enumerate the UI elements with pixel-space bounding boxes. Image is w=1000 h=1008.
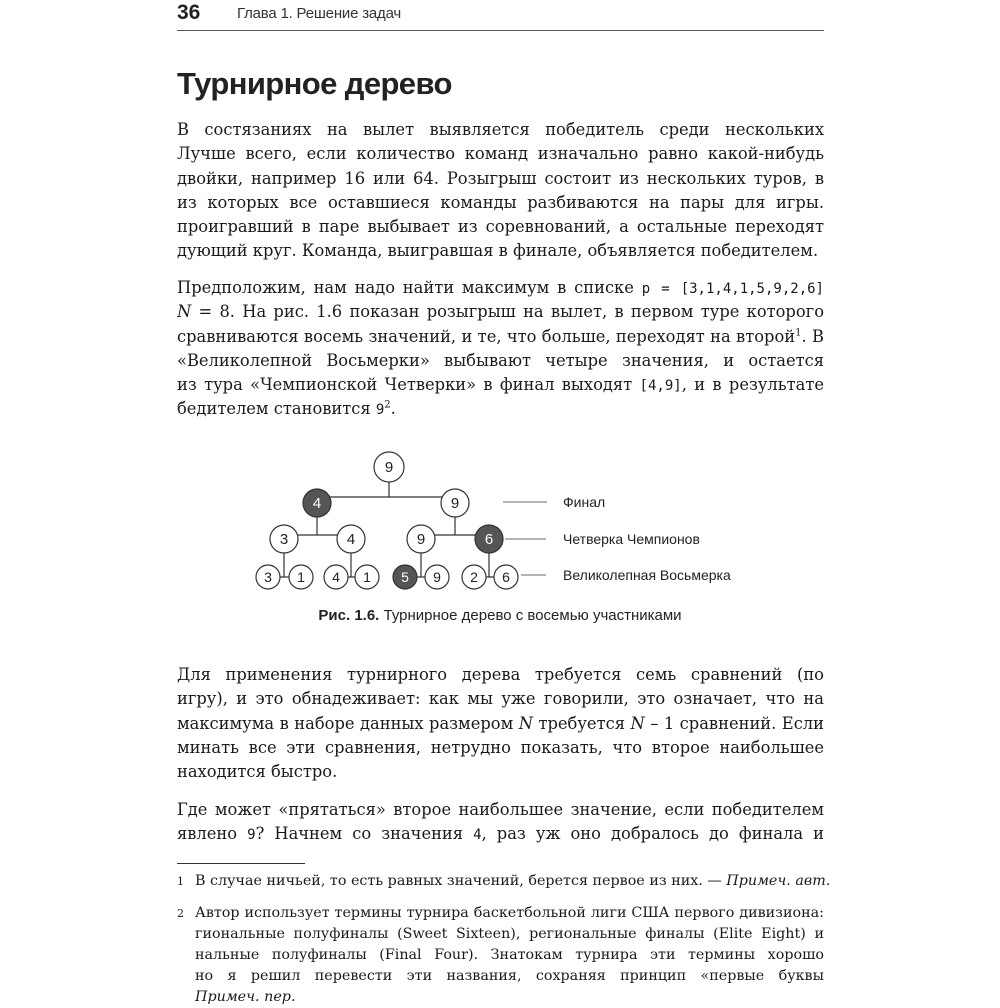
text-line: Автор использует термины турнира баскетбольной лиги США первого дивизиона: [195,905,824,921]
text-line: но я решил перевести эти названия, сохраняя принцип «первые буквы [195,968,824,984]
quarterfinal-node [337,525,365,553]
text-line: Лучше всего, если количество команд изначально равно какой-нибудь [177,144,824,164]
inline-code: p = [3,1,4,1,5,9,2,6] [641,281,824,297]
footnote-ref: 2 [384,400,391,412]
label-final: Финал [563,494,606,510]
text-line: двойки, например 16 или 64. Розыгрыш состоит из нескольких туров, в [177,168,824,188]
inline-code: 9 [247,827,256,844]
text-line: N = 8. На рис. 1.6 показан розыгрыш на вылет, в первом туре которого [177,302,824,322]
text-line: явлено 9? Начнем со значения 4, раз уж оно добралось до финала и [177,824,824,844]
text-line: Где может «прятаться» второе наибольшее значение, если победителем [177,800,824,819]
chapter-title: Глава 1. Решение задач [237,5,401,22]
label-semifinal: Четверка Чемпионов [563,531,700,547]
page-number: 36 [177,1,201,24]
footnote-separator [177,863,305,864]
text-line: из тура «Чемпионской Четверки» в финал выходят [4,9], и в результате [177,375,824,395]
text-line: максимума в наборе данных размером N требуется N – 1 сравнений. Если [177,713,824,733]
text-line: сравниваются восемь значений, и те, что больше, переходят на второй$^1$. В [177,326,824,346]
text-line: Примеч. пер. [195,989,296,1005]
text-line: минать все эти сравнения, нетрудно показать, что второе наибольшее [177,737,824,757]
section-title: Турнирное дерево [177,66,452,101]
node-value: 4 [332,569,340,585]
leaf-node [324,565,348,589]
leaf-node [462,565,486,589]
node-value: 4 [312,495,322,512]
text-line: Для применения турнирного дерева требуется семь сравнений (по [177,665,824,684]
semifinal-node [441,489,469,517]
final-node [374,452,404,482]
leaf-node [355,565,379,589]
leaf-node [289,565,313,589]
figure-caption: Рис. 1.6. Турнирное дерево с восемью участниками [318,607,682,624]
node-value: 3 [264,569,272,585]
text-line: нальные полуфиналы (Final Four). Знатокам турнира эти термины хорошо [195,947,824,963]
text-line: В случае ничьей, то есть равных значений, берется первое из них. — Примеч. авт. [195,873,831,889]
footnote-number: 2 [177,907,184,920]
text-line: из которых все оставшиеся команды разбиваются на пары для игры. [177,192,824,212]
node-value: 9 [450,495,460,512]
node-value: 9 [384,459,394,476]
paragraph-analysis [177,663,824,784]
inline-code: 9 [375,402,385,419]
node-value: 4 [346,531,356,548]
inline-code: [4,9] [639,378,682,395]
leaf-node [256,565,280,589]
text-line: В состязаниях на вылет выявляется победитель среди нескольких [177,120,824,139]
node-value: 6 [484,531,494,548]
node-value: 1 [363,569,371,585]
quarterfinal-node [475,525,503,553]
node-value: 5 [401,569,409,585]
running-header [177,0,824,31]
text-line: бедителем становится $9^2$. [177,399,396,419]
text-line: «Великолепной Восьмерки» выбывают четыре значения, и остается [177,350,824,370]
text-line: находится быстро. [177,762,338,782]
quarterfinal-node [407,525,435,553]
node-value: 9 [433,569,441,585]
node-value: 9 [416,531,426,548]
node-value: 1 [297,569,305,585]
label-quarterfinal: Великолепная Восьмерка [563,567,731,583]
footnote-2 [177,903,824,1008]
node-value: 6 [502,569,510,585]
leaf-node [393,565,417,589]
paragraph-question [177,798,824,847]
text-line: Предположим, нам надо найти максимум в списке p = [3,1,4,1,5,9,2,6] [177,278,824,297]
tournament-tree-figure [250,450,750,595]
footnote-1 [177,871,831,892]
text-line: дующий круг. Команда, выигравшая в финале, объявляется победителем. [177,241,819,261]
text-line: гиональные полуфиналы (Sweet Sixteen), региональные финалы (Elite Eight) и [195,926,824,942]
text-line: игру), и это обнадеживает: как мы уже говорили, это означает, что на [177,689,824,709]
quarterfinal-node [270,525,298,553]
node-value: 2 [470,569,478,585]
semifinal-node [303,489,331,517]
node-value: 3 [279,531,289,548]
paragraph-example [177,276,824,422]
inline-code: 4 [473,827,482,844]
footnote-ref: 1 [795,327,802,339]
text-line: проигравший в паре выбывает из соревнований, а остальные переходят [177,217,824,237]
leaf-node [494,565,518,589]
footnote-number: 1 [177,875,184,888]
leaf-node [425,565,449,589]
paragraph-intro [177,118,824,264]
tree-nodes [256,452,518,589]
